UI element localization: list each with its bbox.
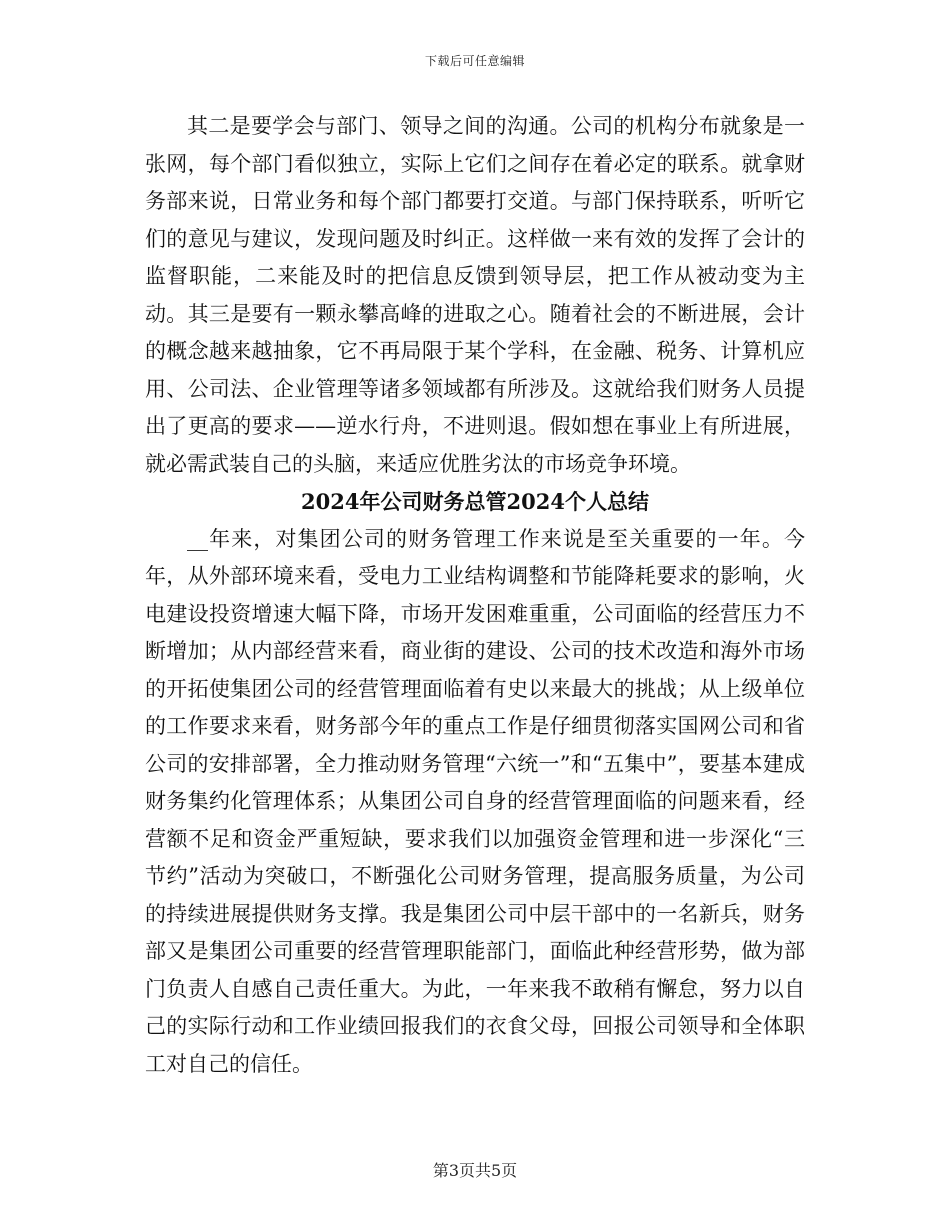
document-body: [145, 108, 805, 1083]
page-header: 下载后可任意编辑: [424, 54, 525, 68]
paragraph-communication: 其二是要学会与部门、领导之间的沟通。公司的机构分布就象是一张网，每个部门看似独立，实际上它们之间存在着必定的联系。就拿财务部来说，日常业务和每个部门都要打交道。与部门保持联系，听听它们的意见与建议，发现问题及时纠正。这样做一来有效的发挥了会计的监督职能，二来能及时的把信息反馈到领导层，把工作从被动变为主动。其三是要有一颗永攀高峰的进取之心。随着社会的不断进展，会计的概念越来越抽象，它不再局限于某个学科，在金融、税务、计算机应用、公司法、企业管理等诸多领域都有所涉及。这就给我们财务人员提出了更高的要求——逆水行舟，不进则退。假如想在事业上有所进展，就必需武装自己的头脑，来适应优胜劣汰的市场竞争环境。: [145, 114, 805, 476]
page-number: 第3页共5页: [432, 1161, 518, 1180]
paragraph-annual-summary: __年来，对集团公司的财务管理工作来说是至关重要的一年。今年，从外部环境来看，受电力工业结构调整和节能降耗要求的影响，火电建设投资增速大幅下降，市场开发困难重重，公司面临的经营压力不断增加；从内部经营来看，商业街的建设、公司的技术改造和海外市场的开拓使集团公司的经营管理面临着有史以来最大的挑战；从上级单位的工作要求来看，财务部今年的重点工作是仔细贯彻落实国网公司和省公司的安排部署，全力推动财务管理“六统一”和“五集中”，要基本建成财务集约化管理体系；从集团公司自身的经营管理面临的问题来看，经营额不足和资金严重短缺，要求我们以加强资金管理和进一步深化“三节约”活动为突破口，不断强化公司财务管理，提高服务质量，为公司的持续进展提供财务支撑。我是集团公司中层干部中的一名新兵，财务部又是集团公司重要的经营管理职能部门，面临此种经营形势，做为部门负责人自感自己责任重大。为此，一年来我不敢稍有懈怠，努力以自己的实际行动和工作业绩回报我们的衣食父母，回报公司领导和全体职工对自己的信任。: [145, 526, 805, 1076]
section-title: 2024年公司财务总管2024个人总结: [301, 489, 649, 514]
